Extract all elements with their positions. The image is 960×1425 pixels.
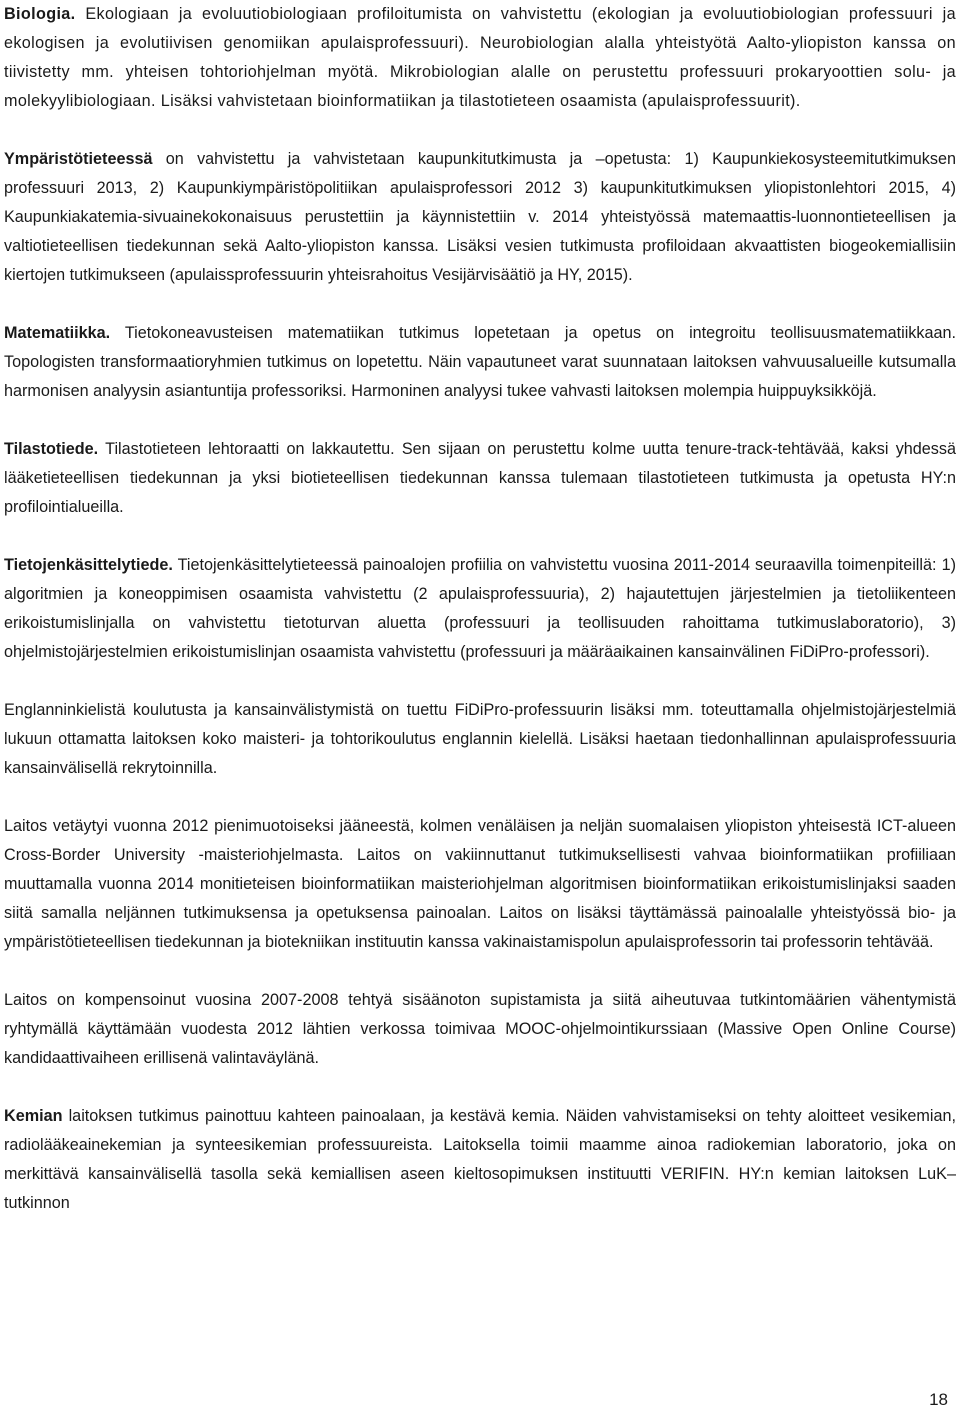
- page-number: 18: [929, 1390, 948, 1409]
- paragraph-cross-border-university: [4, 812, 956, 957]
- paragraph-english-education: [4, 696, 956, 783]
- paragraph-environmental-science: [4, 145, 956, 290]
- paragraph-lead: Ympäristötieteessä: [4, 150, 153, 168]
- paragraph-biology: [4, 0, 956, 116]
- document-body: [4, 0, 956, 1218]
- paragraph-text: on vahvistettu ja vahvistetaan kaupunkitutkimusta ja –opetusta: 1) Kaupunkiekosysteemitutkimuksen professuuri 2013, 2) Kaupunkiympäristöpolitiikan apulaisprofessori 2012 3) kaupunkitutkimuksen yliopistonlehtori 2015, 4) Kaupunkiakatemia-sivuainekokonaisuus perustettiin ja käynnistettiin v. 2014 yhteistyössä matemaattis-luonnontieteellisen ja valtiotieteellisen tiedekunnan sekä Aalto-yliopiston kanssa. Lisäksi vesien tutkimusta profiloidaan akvaattisten biogeokemiallisiin kiertojen tutkimukseen (apulaissprofessuurin yhteisrahoitus Vesijärvisäätiö ja HY, 2015).: [4, 150, 956, 284]
- paragraph-text: Englanninkielistä koulutusta ja kansainvälistymistä on tuettu FiDiPro-professuurin lisäksi mm. toteuttamalla ohjelmistojärjestelmiä lukuun ottamatta laitoksen koko maisteri- ja tohtorikoulutus englannin kielellä. Lisäksi haetaan tiedonhallinnan apulaisprofessuuria kansainvälisellä rekrytoinnilla.: [4, 701, 956, 777]
- paragraph-lead: Tietojenkäsittelytiede.: [4, 556, 173, 574]
- paragraph-text: Laitos vetäytyi vuonna 2012 pienimuotoiseksi jääneestä, kolmen venäläisen ja neljän suomalaisen yliopiston yhteisestä ICT-alueen Cross-Border University -maisteriohjelmasta. Laitos on vakiinnuttanut tutkimuksellisesti vahvaa bioinformatiikan profiiliaan muuttamalla vuonna 2014 monitieteisen bioinformatiikan maisteriohjelman algoritmisen bioinformatiikan erikoistumislinjaksi saaden siitä samalla neljännen tutkimuksensa ja opetuksensa painoalan. Laitos on lisäksi täyttämässä painoalalle yhteistyössä bio- ja ympäristötieteellisen tiedekunnan ja biotekniikan instituutin kanssa vakinaistamispolun apulaisprofessorin tai professorin tehtävää.: [4, 817, 956, 951]
- paragraph-lead: Matematiikka.: [4, 324, 111, 342]
- paragraph-text: Tietokoneavusteisen matematiikan tutkimus lopetetaan ja opetus on integroitu teollisuusmatematiikkaan. Topologisten transformaatioryhmien tutkimus on lopetettu. Näin vapautuneet varat suunnataan laitoksen vahvuusalueille kutsumalla harmonisen analyysin asiantuntija professoriksi. Harmoninen analyysi tukee vahvasti laitoksen molempia huippuyksikköjä.: [4, 324, 956, 400]
- paragraph-lead: Kemian: [4, 1107, 63, 1125]
- paragraph-text: Laitos on kompensoinut vuosina 2007-2008 tehtyä sisäänoton supistamista ja siitä aiheutuvaa tutkintomäärien vähentymistä ryhtymällä käyttämään vuodesta 2012 lähtien verkossa toimivaa MOOC-ohjelmointikurssiaan (Massive Open Online Course) kandidaattivaiheen erillisenä valintaväylänä.: [4, 991, 956, 1067]
- paragraph-chemistry: [4, 1102, 956, 1218]
- paragraph-text: laitoksen tutkimus painottuu kahteen painoalaan, ja kestävä kemia. Näiden vahvistamiseksi on tehty aloitteet vesikemian, radiolääkeainekemian ja synteesikemian professuureista. Laitoksella toimii maamme ainoa radiokemian laboratorio, joka on merkittävä kansainvälisellä tasolla sekä kemiallisen aseen kieltosopimuksen instituutti VERIFIN. HY:n kemian laitoksen LuK–tutkinnon: [4, 1107, 956, 1212]
- paragraph-mathematics: [4, 319, 956, 406]
- paragraph-text: Tietojenkäsittelytieteessä painoalojen profiilia on vahvistettu vuosina 2011-2014 seuraavilla toimenpiteillä: 1) algoritmien ja koneoppimisen osaamista vahvistettu (2 apulaisprofessuuria), 2) hajautettujen järjestelmien ja tietoliikenteen erikoistumislinjalla on vahvistettu tietoturvan aluetta (professuuri ja teollisuuden rahoittama tutkimuslaboratorio), 3) ohjelmistojärjestelmien erikoistumislinjan osaamista vahvistettu (professuuri ja määräaikainen kansainvälinen FiDiPro-professori).: [4, 556, 956, 661]
- paragraph-lead: Biologia.: [4, 5, 76, 23]
- paragraph-text: Ekologiaan ja evoluutiobiologiaan profiloitumista on vahvistettu (ekologian ja evoluutiobiologian professuuri ja ekologisen ja evolutiivisen genomiikan apulaisprofessuuri). Neurobiologian alalla yhteistyötä Aalto-yliopiston kanssa on tiivistetty mm. yhteisen tohtoriohjelman myötä. Mikrobiologian alalle on perustettu professuuri prokaryoottien solu- ja molekyylibiologiaan. Lisäksi vahvistetaan bioinformatiikan ja tilastotieteen osaamista (apulaisprofessuurit).: [4, 5, 956, 110]
- paragraph-text: Tilastotieteen lehtoraatti on lakkautettu. Sen sijaan on perustettu kolme uutta tenure-track-tehtävää, kaksi yhdessä lääketieteellisen tiedekunnan ja yksi biotieteellisen tiedekunnan kanssa tulemaan tilastotieteen tutkimusta ja opetusta HY:n profilointialueilla.: [4, 440, 956, 516]
- paragraph-mooc: [4, 986, 956, 1073]
- paragraph-computer-science: [4, 551, 956, 667]
- paragraph-statistics: [4, 435, 956, 522]
- paragraph-lead: Tilastotiede.: [4, 440, 99, 458]
